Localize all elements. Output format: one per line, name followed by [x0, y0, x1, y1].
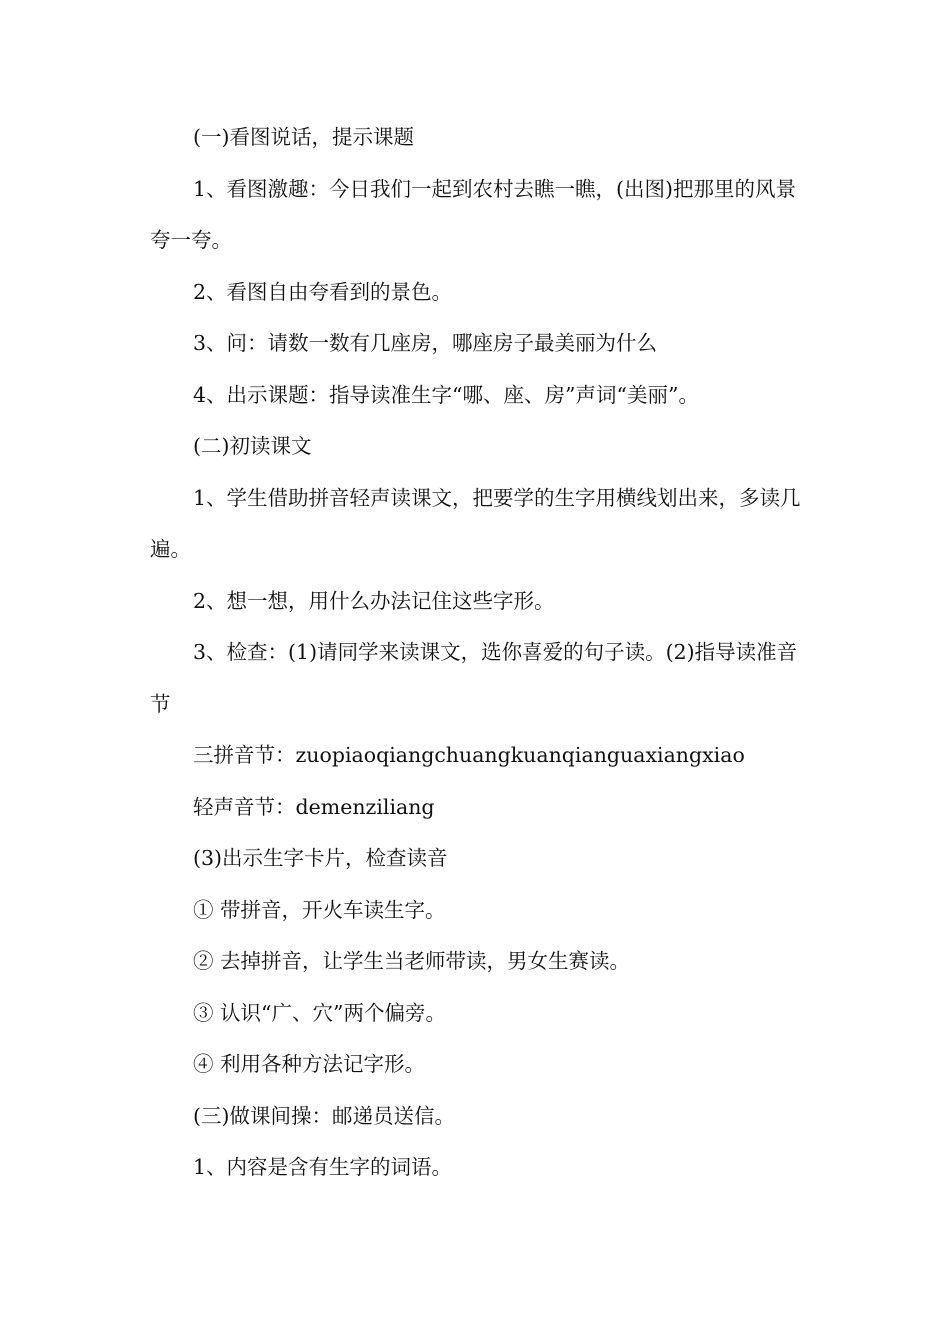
paragraph: 4、出示课题：指导读准生字“哪、座、房”声词“美丽”。: [193, 382, 699, 407]
paragraph: 1、内容是含有生字的词语。: [193, 1155, 453, 1179]
paragraph: (3)出示生字卡片，检查读音: [193, 846, 448, 870]
list-item: ② 去掉拼音，让学生当老师带读，男女生赛读。: [193, 949, 631, 973]
paragraph-pinyin-triple: 三拼音节：zuopiaoqiangchuangkuanqianguaxiangxiao: [193, 743, 745, 767]
paragraph: 3、问：请数一数有几座房，哪座房子最美丽为什么: [193, 331, 658, 355]
document-body: [150, 112, 810, 1194]
paragraph: 2、想一想，用什么办法记住这些字形。: [193, 588, 555, 613]
paragraph: 1、看图激趣：今日我们一起到农村去瞧一瞧，(出图)把那里的风景夸一夸。: [150, 176, 797, 252]
paragraph-pinyin-neutral: 轻声音节：demenziliang: [193, 794, 435, 819]
list-item: ④ 利用各种方法记字形。: [193, 1052, 426, 1076]
section-heading-1: (一)看图说话，提示课题: [193, 125, 414, 149]
paragraph: 1、学生借助拼音轻声读课文，把要学的生字用横线划出来，多读几遍。: [150, 485, 801, 561]
paragraph: 3、检查：(1)请同学来读课文，选你喜爱的句子读。(2)指导读准音节: [150, 640, 798, 716]
list-item: ① 带拼音，开火车读生字。: [193, 897, 446, 922]
list-item: ③ 认识“广、穴”两个偏旁。: [193, 1000, 446, 1025]
section-heading-2: (二)初读课文: [193, 434, 312, 458]
paragraph: 2、看图自由夸看到的景色。: [193, 279, 453, 304]
section-heading-3: (三)做课间操：邮递员送信。: [193, 1103, 455, 1128]
